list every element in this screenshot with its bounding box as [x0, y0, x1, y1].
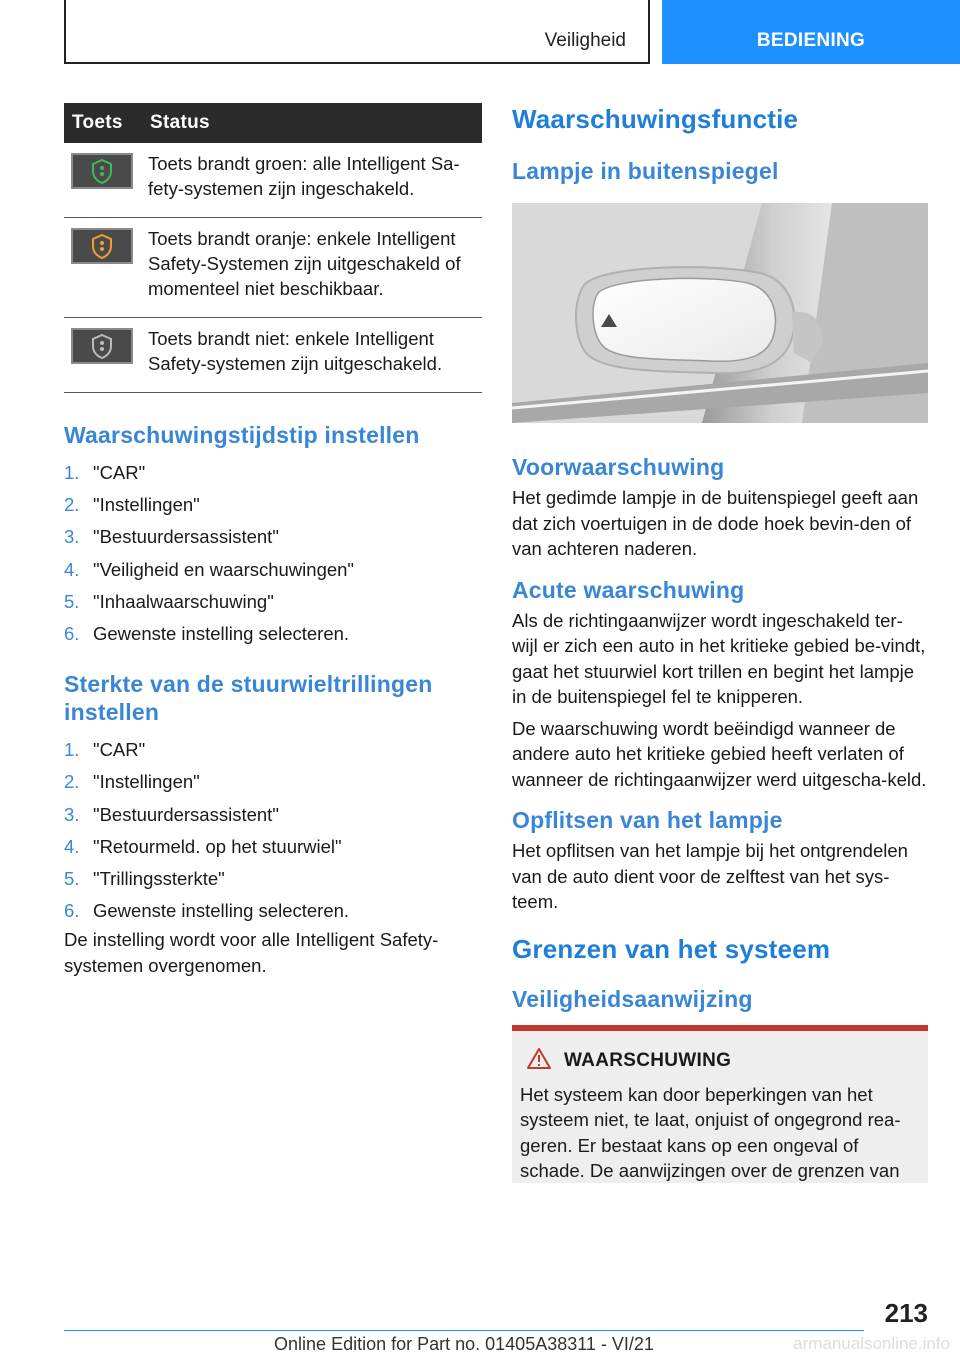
list-item: 1. "CAR": [64, 739, 146, 761]
left-column: [64, 103, 482, 978]
warning-box: [512, 1025, 928, 1183]
table-row: [64, 143, 482, 218]
list-item: 5. "Trillingssterkte": [64, 868, 225, 890]
lamp-flash-title: Opflitsen van het lampje: [512, 807, 783, 833]
list-item: 2. "Instellingen": [64, 494, 200, 516]
system-limits-title: Grenzen van het systeem: [512, 933, 831, 964]
safety-notice-title: Veiligheidsaanwijzing: [512, 985, 753, 1012]
section-timing-title: Waarschuwingstijdstip instellen: [64, 422, 420, 448]
watermark: armanualsonline.info: [793, 1334, 950, 1353]
acute-warning-title: Acute waarschuwing: [512, 576, 745, 603]
vibration-steps-list: [64, 734, 482, 927]
acute-warning-text-1: Als de richtingaanwijzer wordt ingeschakeld ter-wijl er zich een auto in het kritieke gebied be-vindt, gaat het stuurwiel kort trillen en begint het lampje in de buitenspiegel fel te knipperen.: [512, 609, 926, 707]
list-item: 2. "Instellingen": [64, 771, 200, 793]
list-item: 1. "CAR": [64, 462, 146, 483]
footer-divider: [64, 1330, 864, 1331]
table-row: [64, 218, 482, 318]
table-row: [64, 318, 482, 393]
list-item: 6. Gewenste instelling selecteren.: [64, 623, 350, 645]
mirror-lamp-subtitle: Lampje in buitenspiegel: [512, 158, 779, 184]
list-item: 6. Gewenste instelling selecteren.: [64, 900, 350, 922]
header-section-title: Veiligheid: [544, 30, 626, 51]
safety-button-off-icon: [71, 328, 133, 364]
section-vibration-title: Sterkte van de stuurwieltrillingen instellen: [64, 671, 433, 726]
table-header-row: [64, 103, 482, 143]
list-item: 3. "Bestuurdersassistent": [64, 803, 279, 825]
mirror-image: [512, 203, 928, 423]
timing-steps-list: [64, 457, 482, 650]
header-chapter-title: BEDIENING: [756, 30, 866, 51]
warning-triangle-icon: [526, 1047, 552, 1076]
acute-warning-text-2: De waarschuwing wordt beëindigd wanneer de andere auto het kritieke gebied heeft verlaten of wanneer de richtingaanwijzer werd uitgescha-keld.: [512, 717, 927, 790]
header-section-box: [64, 0, 650, 64]
vibration-note: De instelling wordt voor alle Intelligent Safety-systemen overgenomen.: [64, 929, 439, 976]
list-item: 4. "Retourmeld. op het stuurwiel": [64, 835, 342, 857]
list-item: 3. "Bestuurdersassistent": [64, 526, 279, 548]
safety-button-green-icon: [71, 153, 133, 189]
warning-function-title: Waarschuwingsfunctie: [512, 104, 799, 134]
footer-edition: Online Edition for Part no. 01405A38311 - VI/21: [274, 1334, 654, 1354]
status-table: [64, 103, 482, 393]
table-header-toets: Toets: [64, 103, 142, 143]
warning-text: Het systeem kan door beperkingen van het systeem niet, te laat, onjuist of ongegrond rea-geren. Er bestaat kans op een ongeval of schade. De aanwijzingen over de grenzen van: [520, 1083, 901, 1181]
list-item: 5. "Inhaalwaarschuwing": [64, 590, 274, 612]
page-number: 213: [884, 1298, 928, 1328]
pre-warning-title: Voorwaarschuwing: [512, 454, 725, 480]
table-header-status: Status: [142, 103, 482, 143]
status-cell: Toets brandt niet: enkele Intelligent Safety-systemen zijn uitgeschakeld.: [142, 318, 482, 393]
lamp-flash-text: Het opflitsen van het lampje bij het ontgrendelen van de auto dient voor de zelftest van het sys-teem.: [512, 840, 908, 912]
status-cell: Toets brandt groen: alle Intelligent Sa-fety-systemen zijn ingeschakeld.: [142, 143, 482, 218]
right-column: [512, 103, 928, 1183]
warning-label: WAARSCHUWING: [564, 1050, 732, 1071]
safety-button-orange-icon: [71, 228, 133, 264]
header-chapter-tab: [662, 0, 960, 64]
status-cell: Toets brandt oranje: enkele Intelligent Safety-Systemen zijn uitgeschakeld of momenteel niet beschikbaar.: [142, 218, 482, 318]
pre-warning-text: Het gedimde lampje in de buitenspiegel geeft aan dat zich voertuigen in de dode hoek bevin-den of van achteren naderen.: [512, 487, 919, 559]
list-item: 4. "Veiligheid en waarschuwingen": [64, 558, 354, 580]
